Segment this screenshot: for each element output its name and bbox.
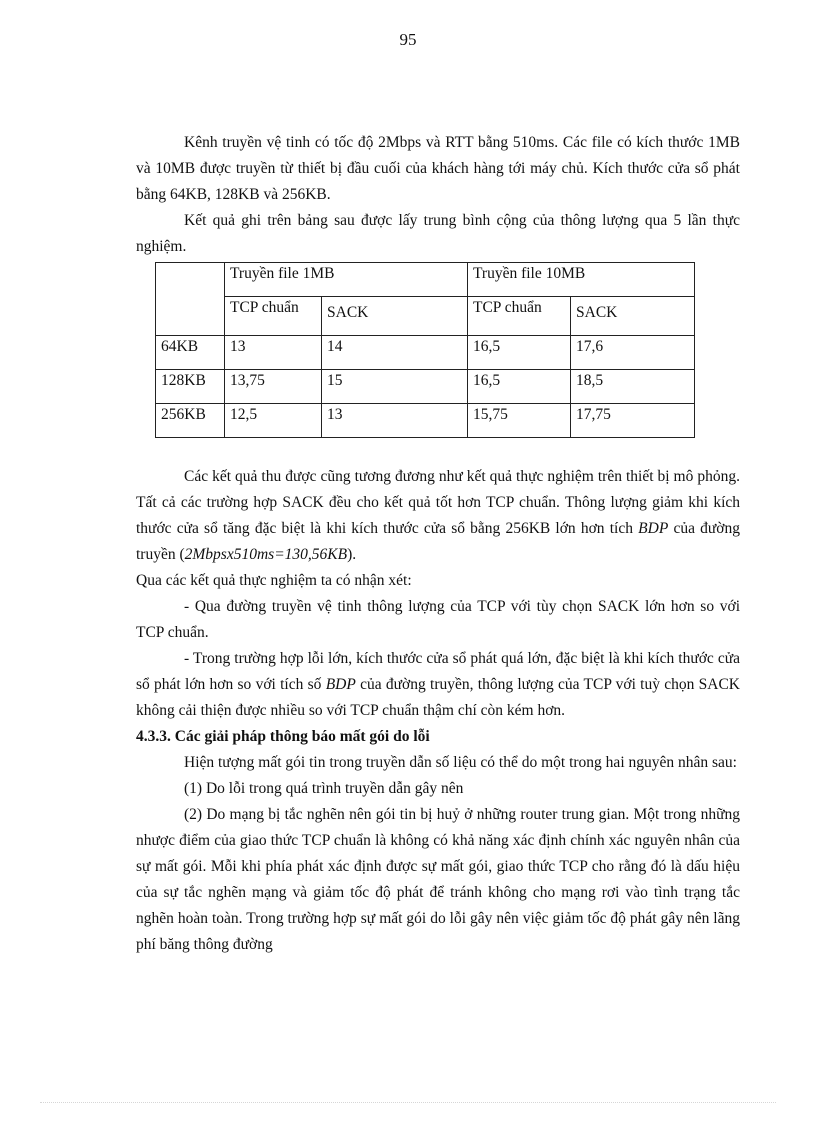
table-subheader: SACK (571, 297, 695, 336)
text-run: ). (347, 546, 357, 563)
paragraph-remark-1: - Qua đường truyền vệ tinh thông lượng của TCP với tùy chọn SACK lớn hơn so với TCP chuẩn. (136, 598, 740, 641)
page-bottom-divider (40, 1102, 776, 1103)
table-subheader: SACK (322, 297, 468, 336)
table-cell: 15 (322, 370, 468, 404)
table-spacer (136, 438, 740, 464)
page-body (136, 130, 740, 958)
paragraph-packet-loss-intro: Hiện tượng mất gói tin trong truyền dẫn số liệu có thể do một trong hai nguyên nhân sau: (184, 754, 737, 771)
paragraph-results-discussion (136, 464, 740, 568)
table-cell: 13 (322, 404, 468, 438)
table-group-header-1mb: Truyền file 1MB (225, 263, 468, 297)
table-cell: 13,75 (225, 370, 322, 404)
bdp-formula: 2Mbpsx510ms=130,56KB (184, 546, 348, 563)
table-corner-cell (156, 263, 225, 336)
section-heading: 4.3.3. Các giải pháp thông báo mất gói do lỗi (136, 728, 430, 745)
paragraph-table-intro: Kết quả ghi trên bảng sau được lấy trung bình cộng của thông lượng qua 5 lần thực nghiệm. (136, 212, 740, 255)
table-cell: 16,5 (468, 336, 571, 370)
table-row (156, 370, 695, 404)
table-cell: 17,6 (571, 336, 695, 370)
text-run: - Trong trường hợp lỗi lớn, kích thước cửa sổ phát quá lớn, đặc biệt là khi kích thước cửa sổ phát lớn hơn so với tích số (136, 650, 740, 693)
bdp-term: BDP (325, 676, 356, 693)
text-run: Các kết quả thu được cũng tương đương như kết quả thực nghiệm trên thiết bị mô phỏng. Tất cả các trường hợp SACK đều cho kết quả tốt hơn TCP chuẩn. Thông lượng giảm khi kích thước cửa sổ tăng đặc biệt là khi kích thước cửa sổ bằng 256KB lớn hơn tích (136, 468, 740, 537)
table-cell: 12,5 (225, 404, 322, 438)
table-header-row (156, 263, 695, 297)
table-subheader: TCP chuẩn (225, 297, 322, 336)
table-row (156, 336, 695, 370)
page-number: 95 (399, 30, 417, 49)
text-run: của đường truyền, thông lượng của TCP với tuỳ chọn SACK không cải thiện được nhiều so với TCP chuẩn thậm chí còn kém hơn. (136, 676, 741, 719)
table-cell: 14 (322, 336, 468, 370)
text-run: của đường truyền ( (136, 520, 741, 563)
bdp-term: BDP (638, 520, 669, 537)
paragraph-remark-2 (136, 646, 740, 724)
table-row (156, 404, 695, 438)
table-cell: 17,75 (571, 404, 695, 438)
table-cell: 15,75 (468, 404, 571, 438)
paragraph-cause-1: (1) Do lỗi trong quá trình truyền dẫn gây nên (184, 780, 464, 797)
table-row-label: 64KB (156, 336, 225, 370)
table-row-label: 256KB (156, 404, 225, 438)
table-cell: 18,5 (571, 370, 695, 404)
paragraph-cause-2: (2) Do mạng bị tắc nghẽn nên gói tin bị huỷ ở những router trung gian. Một trong những nhược điểm của giao thức TCP chuẩn là không có khả năng xác định chính xác nguyên nhân của sự mất gói. Mỗi khi phía phát xác định được sự mất gói, giao thức TCP cho rằng đó là dấu hiệu của sự tắc nghẽn mạng và giảm tốc độ phát để tránh không cho mạng rơi vào tình trạng tắc nghẽn hoàn toàn. Trong trường hợp sự mất gói do lỗi gây nên việc giảm tốc độ phát gây nên lãng phí băng thông đường (136, 806, 740, 953)
table-subheader-row (156, 297, 695, 336)
table-subheader: TCP chuẩn (468, 297, 571, 336)
table-cell: 16,5 (468, 370, 571, 404)
table-row-label: 128KB (156, 370, 225, 404)
paragraph-channel-description: Kênh truyền vệ tinh có tốc độ 2Mbps và RTT bằng 510ms. Các file có kích thước 1MB và 10MB được truyền từ thiết bị đầu cuối của khách hàng tới máy chủ. Kích thước cửa sổ phát bằng 64KB, 128KB và 256KB. (136, 134, 740, 203)
table-group-header-10mb: Truyền file 10MB (468, 263, 695, 297)
throughput-table (155, 262, 695, 438)
paragraph-remarks-intro: Qua các kết quả thực nghiệm ta có nhận xét: (136, 572, 412, 589)
table-cell: 13 (225, 336, 322, 370)
